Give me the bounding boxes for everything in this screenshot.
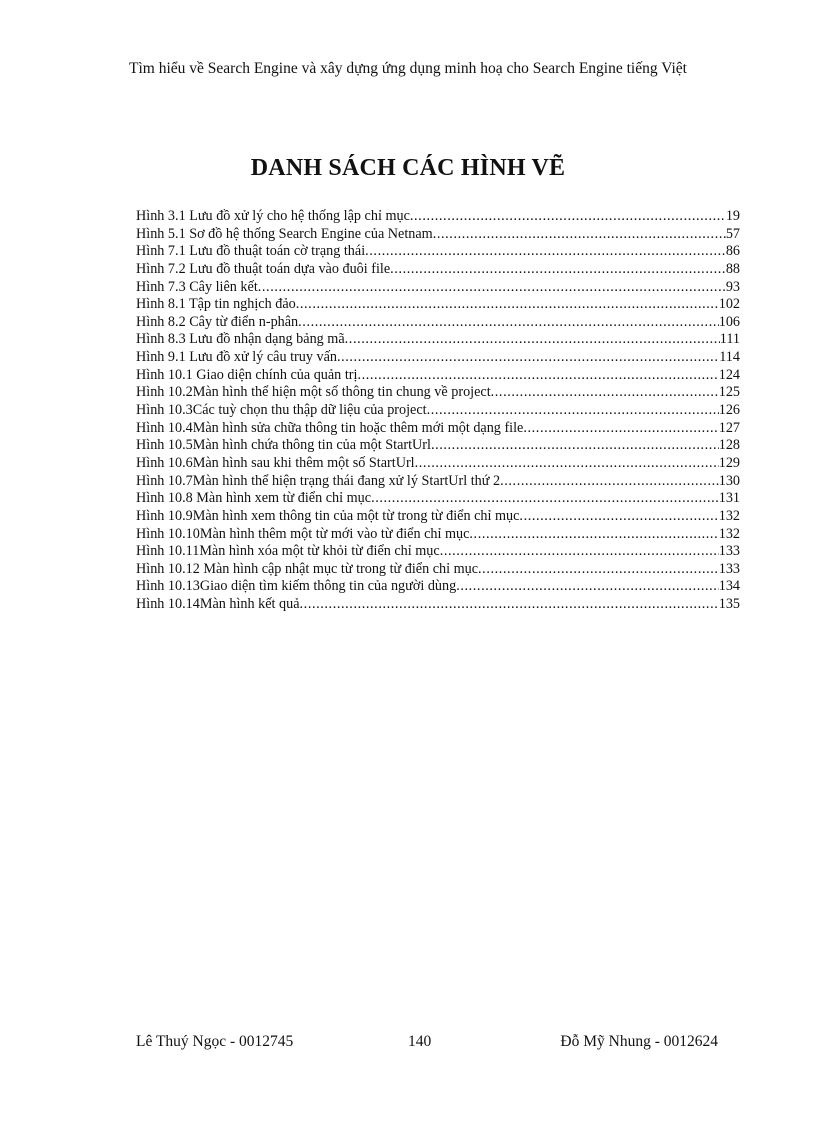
figure-page-number: 132	[718, 525, 740, 542]
figure-caption: Hình 8.1 Tập tin nghịch đảo	[136, 296, 296, 313]
dot-leader	[440, 543, 719, 561]
figure-caption: Hình 10.1 Giao diện chính của quản trị	[136, 366, 358, 383]
dot-leader	[371, 490, 719, 508]
figure-list-item	[136, 208, 740, 226]
figure-list-item	[136, 349, 740, 367]
figure-list-item	[136, 578, 740, 596]
dot-leader	[390, 261, 726, 279]
figure-list-item	[136, 596, 740, 614]
figure-list-item	[136, 279, 740, 297]
dot-leader	[456, 578, 719, 596]
figure-list-item	[136, 261, 740, 279]
dot-leader	[345, 331, 720, 349]
figure-page-number: 111	[719, 331, 740, 348]
figure-caption: Hình 5.1 Sơ đồ hệ thống Search Engine của Netnam	[136, 225, 433, 242]
figure-caption: Hình 10.9Màn hình xem thông tin của một từ trong từ điển chỉ mục	[136, 507, 520, 524]
dot-leader	[365, 243, 726, 261]
figure-list	[136, 208, 740, 614]
figure-page-number: 86	[725, 243, 740, 260]
figure-list-item	[136, 384, 740, 402]
figure-caption: Hình 8.2 Cây từ điển n-phân	[136, 313, 299, 330]
page-title: DANH SÁCH CÁC HÌNH VẼ	[250, 155, 566, 181]
figure-caption: Hình 10.3Các tuỳ chọn thu thập dữ liệu của project	[136, 402, 427, 419]
figure-caption: Hình 9.1 Lưu đồ xử lý câu truy vấn	[136, 349, 337, 366]
figure-list-item	[136, 455, 740, 473]
figure-caption: Hình 10.7Màn hình thể hiện trạng thái đang xử lý StartUrl thứ 2	[136, 472, 501, 489]
dot-leader	[427, 402, 719, 420]
dot-leader	[258, 279, 726, 297]
footer-page-number: 140	[408, 1033, 432, 1050]
dot-leader	[357, 367, 718, 385]
figure-list-item	[136, 543, 740, 561]
figure-list-item	[136, 226, 740, 244]
figure-page-number: 126	[718, 402, 740, 419]
figure-caption: Hình 10.13Giao diện tìm kiếm thông tin của người dùng	[136, 578, 457, 595]
figure-caption: Hình 10.6Màn hình sau khi thêm một số StartUrl	[136, 454, 415, 471]
figure-page-number: 131	[718, 490, 740, 507]
figure-caption: Hình 10.4Màn hình sửa chữa thông tin hoặc thêm mới một dạng file	[136, 419, 524, 436]
figure-list-item	[136, 367, 740, 385]
figure-list-item	[136, 437, 740, 455]
figure-caption: Hình 10.8 Màn hình xem từ điển chỉ mục	[136, 490, 372, 507]
figure-page-number: 129	[718, 454, 740, 471]
figure-page-number: 135	[718, 596, 740, 613]
figure-list-item	[136, 296, 740, 314]
dot-leader	[298, 314, 719, 332]
figure-caption: Hình 10.5Màn hình chứa thông tin của một StartUrl	[136, 437, 431, 454]
figure-list-item	[136, 314, 740, 332]
footer-author-right: Đỗ Mỹ Nhung - 0012624	[560, 1033, 718, 1050]
figure-page-number: 125	[718, 384, 740, 401]
figure-page-number: 102	[718, 296, 740, 313]
figure-list-item	[136, 526, 740, 544]
figure-page-number: 128	[718, 437, 740, 454]
dot-leader	[519, 508, 718, 526]
figure-list-item	[136, 473, 740, 491]
figure-list-item	[136, 420, 740, 438]
figure-caption: Hình 8.3 Lưu đồ nhận dạng bảng mã	[136, 331, 345, 348]
figure-list-item	[136, 490, 740, 508]
figure-caption: Hình 7.3 Cây liên kết	[136, 278, 258, 295]
figure-page-number: 134	[718, 578, 740, 595]
figure-page-number: 57	[725, 225, 740, 242]
figure-page-number: 130	[718, 472, 740, 489]
dot-leader	[431, 437, 719, 455]
figure-caption: Hình 7.1 Lưu đồ thuật toán cờ trạng thái	[136, 243, 366, 260]
figure-page-number: 133	[718, 560, 740, 577]
figure-caption: Hình 10.14Màn hình kết quả	[136, 596, 300, 613]
dot-leader	[337, 349, 719, 367]
dot-leader	[296, 296, 719, 314]
figure-page-number: 132	[718, 507, 740, 524]
dot-leader	[478, 561, 719, 579]
figure-list-item	[136, 243, 740, 261]
figure-page-number: 114	[719, 349, 740, 366]
figure-caption: Hình 10.10Màn hình thêm một từ mới vào từ điển chỉ mục	[136, 525, 470, 542]
figure-caption: Hình 7.2 Lưu đồ thuật toán dựa vào đuôi file	[136, 260, 391, 277]
footer-author-left: Lê Thuý Ngọc - 0012745	[136, 1033, 294, 1050]
figure-page-number: 106	[718, 313, 740, 330]
dot-leader	[469, 526, 718, 544]
figure-page-number: 19	[725, 208, 740, 224]
figure-list-item	[136, 331, 740, 349]
figure-list-item	[136, 561, 740, 579]
figure-page-number: 93	[725, 278, 740, 295]
running-header: Tìm hiểu về Search Engine và xây dựng ứng dụng minh hoạ cho Search Engine tiếng Việt	[129, 60, 687, 77]
figure-page-number: 124	[718, 366, 740, 383]
figure-list-item	[136, 402, 740, 420]
dot-leader	[523, 420, 718, 438]
figure-page-number: 133	[718, 543, 740, 560]
dot-leader	[433, 226, 726, 244]
figure-caption: Hình 3.1 Lưu đồ xử lý cho hệ thống lập chỉ mục	[136, 208, 410, 224]
figure-caption: Hình 10.2Màn hình thể hiện một số thông tin chung về project	[136, 384, 491, 401]
dot-leader	[300, 596, 719, 614]
dot-leader	[491, 384, 719, 402]
figure-caption: Hình 10.11Màn hình xóa một từ khỏi từ điển chỉ mục	[136, 543, 440, 560]
dot-leader	[415, 455, 719, 473]
figure-page-number: 88	[725, 260, 740, 277]
page-footer	[136, 1033, 718, 1051]
figure-page-number: 127	[718, 419, 740, 436]
dot-leader	[500, 473, 719, 491]
dot-leader	[410, 208, 726, 226]
figure-caption: Hình 10.12 Màn hình cập nhật mục từ trong từ điển chỉ mục	[136, 560, 479, 577]
figure-list-item	[136, 508, 740, 526]
